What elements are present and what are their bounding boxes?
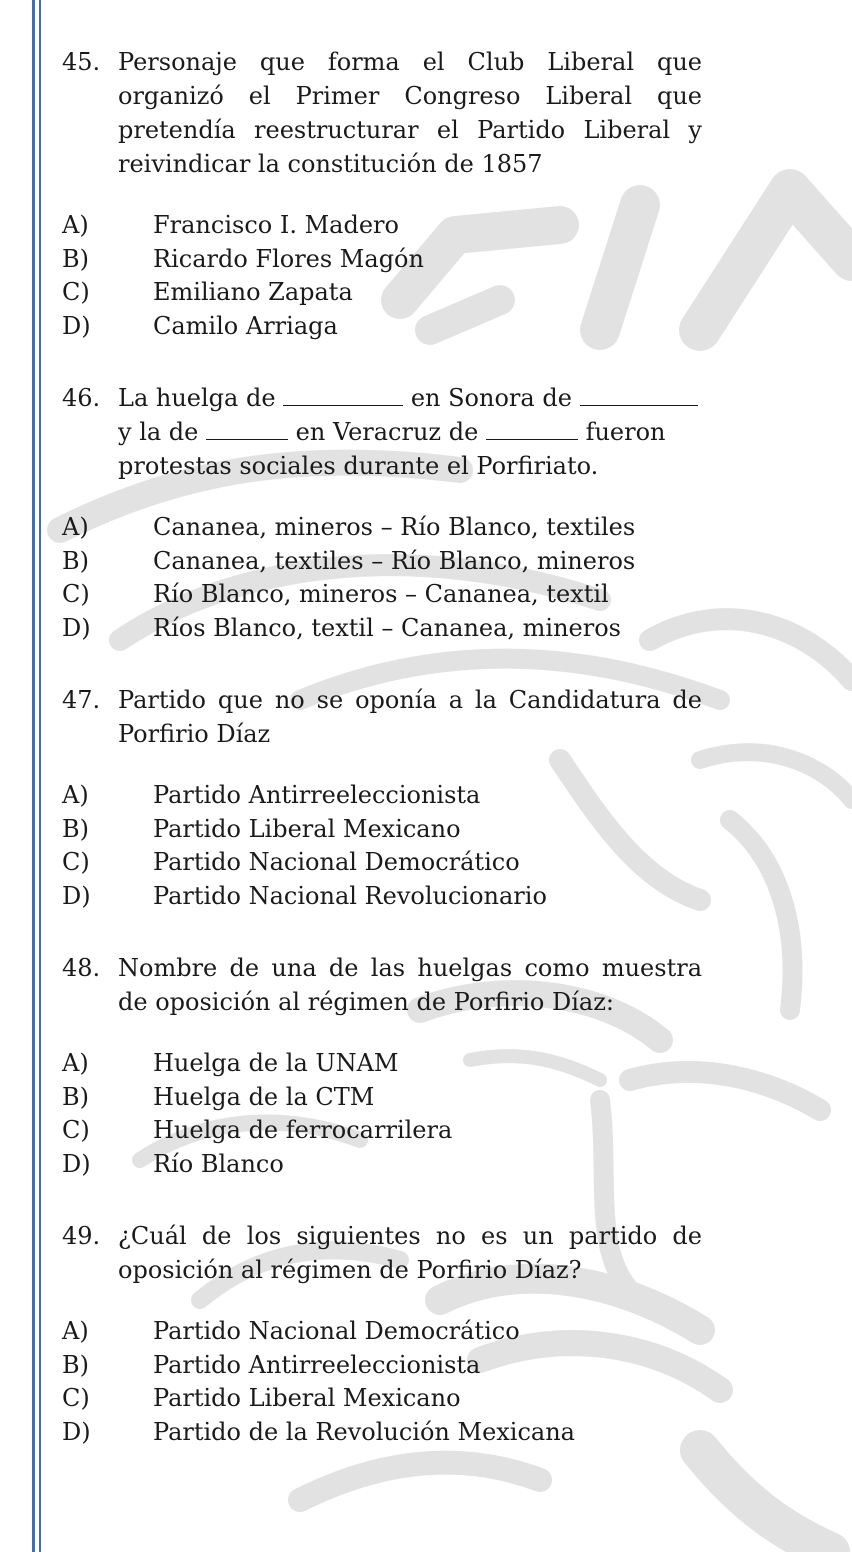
option-letter: B)	[62, 1082, 89, 1111]
question-46	[62, 381, 702, 645]
question-text: ¿Cuál de los siguientes no es un partido de oposición al régimen de Porfirio Díaz?	[118, 1222, 702, 1284]
option-letter: B)	[62, 814, 89, 843]
option-letter: A)	[62, 781, 89, 809]
question-text-part: en Sonora de	[410, 384, 572, 412]
option-text: Partido Liberal Mexicano	[153, 1384, 461, 1412]
option-letter: A)	[62, 513, 89, 541]
options-list	[62, 1315, 702, 1449]
option-c	[62, 1382, 702, 1416]
option-text: Río Blanco	[153, 1149, 284, 1178]
question-number: 48.	[62, 954, 101, 982]
option-b	[62, 1081, 702, 1115]
option-d	[62, 1416, 702, 1450]
question-text-part: y la de	[118, 418, 199, 446]
option-text: Partido Antirreeleccionista	[153, 1350, 481, 1379]
option-letter: B)	[62, 1350, 89, 1379]
option-text: Partido Nacional Revolucionario	[153, 881, 547, 910]
option-letter: D)	[62, 881, 91, 910]
option-letter: D)	[62, 311, 91, 340]
option-d	[62, 310, 702, 344]
option-letter: C)	[62, 278, 90, 306]
question-49	[62, 1219, 702, 1449]
option-b	[62, 813, 702, 847]
options-list	[62, 511, 702, 645]
question-48	[62, 951, 702, 1181]
option-letter: B)	[62, 546, 89, 575]
option-letter: A)	[62, 1049, 89, 1077]
option-text: Ricardo Flores Magón	[153, 244, 424, 273]
option-text: Huelga de la CTM	[153, 1082, 375, 1111]
question-text: Personaje que forma el Club Liberal que organizó el Primer Congreso Liberal que pretendía reestructurar el Partido Liberal y reivindicar la constitución de 1857	[118, 48, 702, 178]
question-number: 46.	[62, 384, 101, 412]
options-list	[62, 1047, 702, 1181]
option-text: Cananea, textiles – Río Blanco, mineros	[153, 546, 636, 575]
option-text: Francisco I. Madero	[153, 211, 399, 239]
option-d	[62, 1148, 702, 1182]
option-text: Cananea, mineros – Río Blanco, textiles	[153, 513, 636, 541]
answer-blank	[580, 383, 698, 406]
option-d	[62, 612, 702, 646]
option-letter: C)	[62, 1116, 90, 1144]
option-a	[62, 209, 702, 243]
option-text: Ríos Blanco, textil – Cananea, mineros	[153, 613, 621, 642]
question-47	[62, 683, 702, 913]
option-text: Emiliano Zapata	[153, 278, 353, 306]
answer-blank	[486, 417, 578, 440]
option-text: Partido Liberal Mexicano	[153, 814, 461, 843]
question-list	[62, 45, 702, 1487]
option-a	[62, 1315, 702, 1349]
option-d	[62, 880, 702, 914]
options-list	[62, 779, 702, 913]
option-text: Camilo Arriaga	[153, 311, 338, 340]
option-b	[62, 1349, 702, 1383]
option-text: Huelga de ferrocarrilera	[153, 1116, 453, 1144]
question-number: 45.	[62, 48, 101, 76]
option-text: Partido de la Revolución Mexicana	[153, 1417, 575, 1446]
option-a	[62, 1047, 702, 1081]
question-45	[62, 45, 702, 343]
question-text: Nombre de una de las huelgas como muestra de oposición al régimen de Porfirio Díaz:	[118, 954, 702, 1016]
option-c	[62, 578, 702, 612]
option-text: Partido Nacional Democrático	[153, 1317, 520, 1345]
question-text-part: La huelga de	[118, 384, 276, 412]
question-text-part: en Veracruz de	[295, 418, 479, 446]
option-text: Río Blanco, mineros – Cananea, textil	[153, 580, 609, 608]
option-c	[62, 276, 702, 310]
option-text: Huelga de la UNAM	[153, 1049, 399, 1077]
option-text: Partido Nacional Democrático	[153, 848, 520, 876]
question-text-part: fueron protestas sociales durante el Porfiriato.	[118, 418, 666, 480]
option-letter: B)	[62, 244, 89, 273]
option-letter: D)	[62, 1149, 91, 1178]
option-letter: C)	[62, 1384, 90, 1412]
option-letter: C)	[62, 848, 90, 876]
options-list	[62, 209, 702, 343]
option-letter: D)	[62, 1417, 91, 1446]
question-text: Partido que no se oponía a la Candidatura de Porfirio Díaz	[118, 686, 702, 748]
option-letter: A)	[62, 211, 89, 239]
option-letter: D)	[62, 613, 91, 642]
question-number: 49.	[62, 1222, 101, 1250]
option-b	[62, 243, 702, 277]
option-text: Partido Antirreeleccionista	[153, 781, 481, 809]
option-a	[62, 511, 702, 545]
option-c	[62, 1114, 702, 1148]
option-c	[62, 846, 702, 880]
question-number: 47.	[62, 686, 101, 714]
option-letter: C)	[62, 580, 90, 608]
answer-blank	[206, 417, 288, 440]
option-b	[62, 545, 702, 579]
answer-blank	[283, 383, 403, 406]
option-letter: A)	[62, 1317, 89, 1345]
question-text	[118, 381, 702, 483]
option-a	[62, 779, 702, 813]
